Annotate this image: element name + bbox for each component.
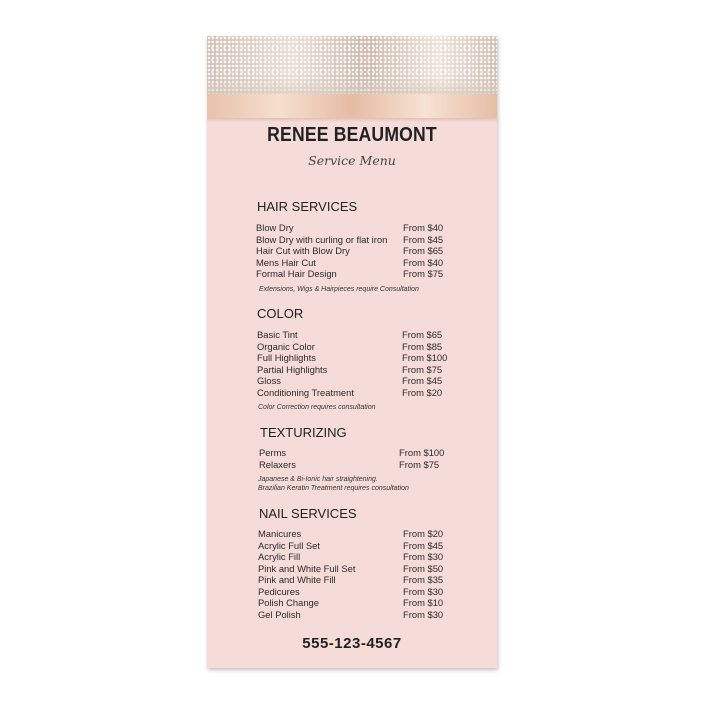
service-price: From $65 xyxy=(403,245,444,256)
service-name: Manicures xyxy=(258,528,302,539)
service-price: From $50 xyxy=(403,563,444,574)
glitter-fade xyxy=(207,76,497,94)
service-name: Hair Cut with Blow Dry xyxy=(256,245,350,256)
service-name: Pedicures xyxy=(258,586,300,597)
service-price: From $75 xyxy=(399,459,440,470)
service-price: From $100 xyxy=(402,352,448,363)
service-price: From $75 xyxy=(403,268,444,279)
service-price: From $35 xyxy=(403,574,444,585)
service-menu-card xyxy=(207,36,497,668)
service-name: Acrylic Fill xyxy=(258,551,301,562)
service-name: Formal Hair Design xyxy=(256,268,337,279)
foil-shadow xyxy=(207,118,497,122)
service-price: From $10 xyxy=(403,597,444,608)
rose-gold-foil-stripe xyxy=(207,94,497,118)
service-name: Mens Hair Cut xyxy=(256,257,316,268)
service-name: Pink and White Full Set xyxy=(258,563,356,574)
service-price: From $45 xyxy=(403,234,444,245)
section-note: Japanese & Bi-Ionic hair straightening. xyxy=(258,476,378,483)
section-title: NAIL SERVICES xyxy=(259,506,357,521)
menu-subtitle: Service Menu xyxy=(308,153,396,168)
service-name: Acrylic Full Set xyxy=(258,540,320,551)
service-name: Basic Tint xyxy=(257,329,298,340)
service-name: Organic Color xyxy=(257,341,315,352)
service-name: Gel Polish xyxy=(258,609,301,620)
service-price: From $20 xyxy=(402,387,443,398)
service-name: Pink and White Fill xyxy=(258,574,336,585)
service-price: From $40 xyxy=(403,222,444,233)
service-name: Polish Change xyxy=(258,597,319,608)
service-name: Partial Highlights xyxy=(257,364,328,375)
service-name: Relaxers xyxy=(259,459,296,470)
section-title: HAIR SERVICES xyxy=(257,199,358,214)
service-name: Gloss xyxy=(257,375,281,386)
service-price: From $85 xyxy=(402,341,443,352)
service-price: From $75 xyxy=(402,364,443,375)
service-price: From $45 xyxy=(402,375,443,386)
business-name: RENEE BEAUMONT xyxy=(267,124,437,146)
service-price: From $100 xyxy=(399,447,445,458)
service-price: From $30 xyxy=(403,586,444,597)
section-note: Color Correction requires consultation xyxy=(258,404,376,411)
service-name: Blow Dry with curling or flat iron xyxy=(256,234,388,245)
service-name: Perms xyxy=(259,447,287,458)
section-note: Extensions, Wigs & Hairpieces require Consultation xyxy=(259,286,419,293)
service-price: From $45 xyxy=(403,540,444,551)
service-price: From $30 xyxy=(403,609,444,620)
service-name: Full Highlights xyxy=(257,352,316,363)
service-price: From $40 xyxy=(403,257,444,268)
section-title: COLOR xyxy=(257,306,304,321)
section-note: Brazilian Keratin Treatment requires consultation xyxy=(258,485,409,492)
phone-number: 555-123-4567 xyxy=(302,635,402,652)
section-title: TEXTURIZING xyxy=(260,425,347,440)
service-name: Blow Dry xyxy=(256,222,294,233)
service-name: Conditioning Treatment xyxy=(257,387,354,398)
service-price: From $30 xyxy=(403,551,444,562)
service-price: From $65 xyxy=(402,329,443,340)
service-price: From $20 xyxy=(403,528,444,539)
